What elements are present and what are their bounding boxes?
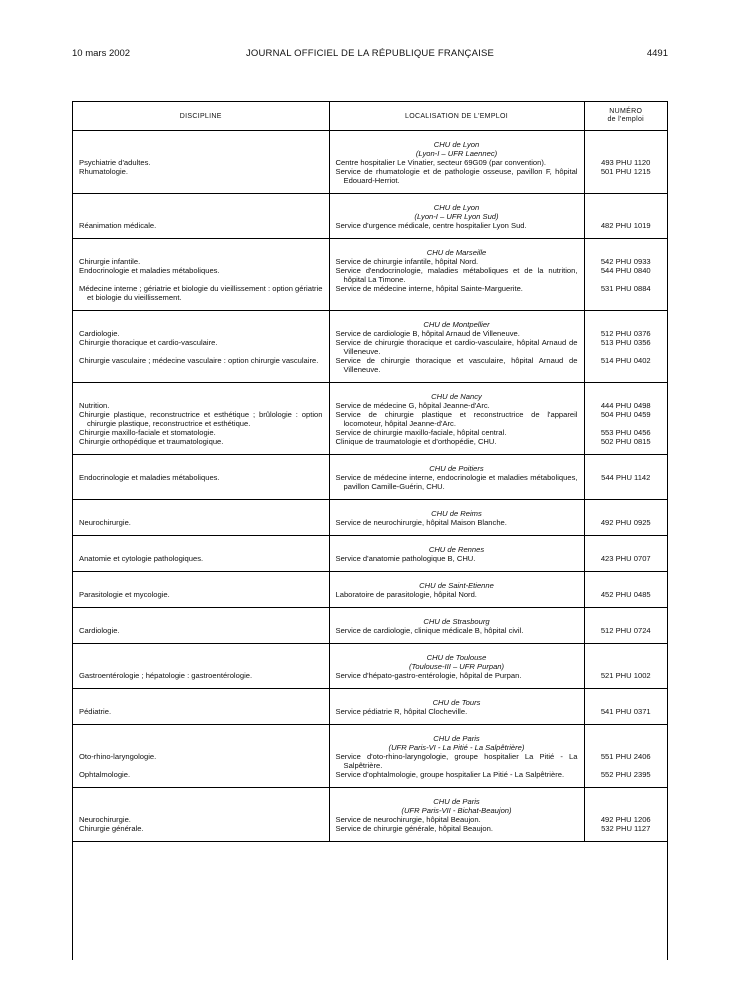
numero-cell: 501 PHU 1215 bbox=[584, 167, 667, 194]
localisation-cell: Service pédiatrie R, hôpital Clocheville. bbox=[329, 707, 584, 725]
localisation-cell: Service de rhumatologie et de pathologie osseuse, pavillon F, hôpital Edouard-Herriot. bbox=[329, 167, 584, 194]
table-row bbox=[73, 401, 667, 410]
localisation-cell: Service d'urgence médicale, centre hospitalier Lyon Sud. bbox=[329, 221, 584, 239]
table-row bbox=[73, 770, 667, 788]
issue-date: 10 mars 2002 bbox=[72, 48, 131, 59]
discipline-cell: Chirurgie thoracique et cardio-vasculaire. bbox=[79, 338, 218, 347]
discipline-cell: Nutrition. bbox=[79, 401, 110, 410]
localisation-cell: Service d'endocrinologie, maladies métaboliques et de la nutrition, hôpital La Timone. bbox=[329, 266, 584, 284]
numero-cell: 444 PHU 0498 bbox=[584, 401, 667, 410]
discipline-cell: Anatomie et cytologie pathologiques. bbox=[73, 554, 329, 572]
chu-name: CHU de Nancy bbox=[431, 392, 482, 401]
chu-name: CHU de Rennes bbox=[428, 545, 485, 554]
table-row bbox=[73, 554, 667, 572]
chu-faculty: (Lyon-I – UFR Laennec) bbox=[415, 149, 498, 158]
table-row bbox=[73, 284, 667, 311]
chu-name: CHU de Tours bbox=[432, 698, 481, 707]
localisation-cell: Service de cardiologie B, hôpital Arnaud de Villeneuve. bbox=[329, 329, 584, 338]
localisation-cell: Clinique de traumatologie et d'orthopédie, CHU. bbox=[329, 437, 584, 455]
discipline-cell: Chirurgie maxillo-faciale et stomatologie. bbox=[79, 428, 216, 437]
column-header-numero bbox=[584, 102, 667, 131]
chu-faculty: (UFR Paris-VI - La Pitié - La Salpêtrière) bbox=[388, 743, 525, 752]
localisation-cell: Service de chirurgie générale, hôpital Beaujon. bbox=[329, 824, 584, 842]
table-row bbox=[73, 707, 667, 725]
localisation-cell: Service d'anatomie pathologique B, CHU. bbox=[329, 554, 584, 572]
numero-cell: 493 PHU 1120 bbox=[584, 158, 667, 167]
table-row bbox=[73, 473, 667, 500]
localisation-cell: Service de neurochirurgie, hôpital Beaujon. bbox=[329, 815, 584, 824]
discipline-cell: Oto-rhino-laryngologie. bbox=[79, 752, 157, 761]
discipline-cell: Psychiatrie d'adultes. bbox=[79, 158, 151, 167]
localisation-cell: Laboratoire de parasitologie, hôpital Nord. bbox=[329, 590, 584, 608]
localisation-cell: Centre hospitalier Le Vinatier, secteur 69G09 (par convention). bbox=[329, 158, 584, 167]
numero-cell: 541 PHU 0371 bbox=[584, 707, 667, 725]
localisation-cell: Service d'hépato-gastro-entérologie, hôpital de Purpan. bbox=[329, 671, 584, 689]
discipline-cell: Chirurgie infantile. bbox=[79, 257, 141, 266]
numero-cell: 452 PHU 0485 bbox=[584, 590, 667, 608]
table-row bbox=[73, 221, 667, 239]
chu-name: CHU de Montpellier bbox=[423, 320, 490, 329]
discipline-cell: Chirurgie vasculaire ; médecine vasculaire : option chirurgie vasculaire. bbox=[73, 356, 329, 383]
discipline-cell: Chirurgie orthopédique et traumatologique. bbox=[73, 437, 329, 455]
table-row bbox=[73, 356, 667, 383]
discipline-cell: Pédiatrie. bbox=[73, 707, 329, 725]
numero-cell: 423 PHU 0707 bbox=[584, 554, 667, 572]
table-row bbox=[73, 437, 667, 455]
chu-group-header bbox=[73, 383, 667, 402]
discipline-cell: Rhumatologie. bbox=[73, 167, 329, 194]
table-row bbox=[73, 824, 667, 842]
chu-name: CHU de Lyon bbox=[433, 140, 480, 149]
chu-name: CHU de Paris bbox=[433, 797, 480, 806]
table-row bbox=[73, 815, 667, 824]
table-body bbox=[73, 131, 667, 842]
chu-group-header bbox=[73, 788, 667, 816]
numero-cell: 544 PHU 0840 bbox=[584, 266, 667, 284]
table-row bbox=[73, 167, 667, 194]
numero-cell: 512 PHU 0724 bbox=[584, 626, 667, 644]
numero-cell: 553 PHU 0456 bbox=[584, 428, 667, 437]
chu-name: CHU de Reims bbox=[431, 509, 482, 518]
chu-group-header bbox=[73, 536, 667, 555]
table-row bbox=[73, 338, 667, 356]
discipline-cell: Parasitologie et mycologie. bbox=[73, 590, 329, 608]
chu-group-header bbox=[73, 608, 667, 627]
numero-cell: 531 PHU 0884 bbox=[584, 284, 667, 311]
chu-group-header bbox=[73, 725, 667, 753]
chu-group-header bbox=[73, 194, 667, 222]
discipline-cell: Gastroentérologie ; hépatologie : gastroentérologie. bbox=[73, 671, 329, 689]
numero-cell: 482 PHU 1019 bbox=[584, 221, 667, 239]
localisation-cell: Service de médecine G, hôpital Jeanne-d'Arc. bbox=[329, 401, 584, 410]
table-row bbox=[73, 752, 667, 770]
chu-name: CHU de Strasbourg bbox=[423, 617, 490, 626]
localisation-cell: Service de médecine interne, hôpital Sainte-Marguerite. bbox=[329, 284, 584, 311]
table-row bbox=[73, 329, 667, 338]
positions-table bbox=[72, 101, 668, 960]
discipline-cell: Cardiologie. bbox=[79, 329, 120, 338]
numero-cell: 544 PHU 1142 bbox=[584, 473, 667, 500]
numero-cell: 551 PHU 2406 bbox=[584, 752, 667, 770]
chu-faculty: (Toulouse-III – UFR Purpan) bbox=[408, 662, 505, 671]
numero-cell: 542 PHU 0933 bbox=[584, 257, 667, 266]
discipline-cell: Endocrinologie et maladies métaboliques. bbox=[73, 473, 329, 500]
column-header-localisation: LOCALISATION DE L'EMPLOI bbox=[329, 102, 584, 131]
chu-group-header bbox=[73, 689, 667, 708]
column-header-discipline: DISCIPLINE bbox=[73, 102, 329, 131]
table-row bbox=[73, 158, 667, 167]
chu-name: CHU de Paris bbox=[433, 734, 480, 743]
table-row bbox=[73, 671, 667, 689]
table-row bbox=[73, 428, 667, 437]
discipline-cell: Chirurgie plastique, reconstructrice et esthétique ; brûlologie : option chirurgie plastique, reconstructrice et esthétique. bbox=[79, 410, 323, 428]
column-header-numero-line2: de l'emploi bbox=[607, 116, 645, 123]
table-header-row bbox=[73, 102, 667, 131]
numero-cell: 504 PHU 0459 bbox=[584, 410, 667, 428]
column-header-numero-line1: NUMÉRO bbox=[609, 108, 643, 115]
numero-cell: 512 PHU 0376 bbox=[584, 329, 667, 338]
page-header bbox=[72, 48, 668, 62]
discipline-cell: Neurochirurgie. bbox=[73, 518, 329, 536]
localisation-cell: Service de chirurgie infantile, hôpital Nord. bbox=[329, 257, 584, 266]
localisation-cell: Service de neurochirurgie, hôpital Maison Blanche. bbox=[329, 518, 584, 536]
journal-title: JOURNAL OFFICIEL DE LA RÉPUBLIQUE FRANÇAISE bbox=[245, 48, 495, 59]
chu-name: CHU de Lyon bbox=[433, 203, 480, 212]
localisation-cell: Service de médecine interne, endocrinologie et maladies métaboliques, pavillon Camille-Guérin, CHU. bbox=[329, 473, 584, 500]
discipline-cell: Endocrinologie et maladies métaboliques. bbox=[79, 266, 220, 275]
numero-cell: 552 PHU 2395 bbox=[584, 770, 667, 788]
numero-cell: 492 PHU 0925 bbox=[584, 518, 667, 536]
discipline-cell: Cardiologie. bbox=[73, 626, 329, 644]
page-number: 4491 bbox=[646, 48, 668, 59]
numero-cell: 532 PHU 1127 bbox=[584, 824, 667, 842]
numero-cell: 502 PHU 0815 bbox=[584, 437, 667, 455]
numero-cell: 521 PHU 1002 bbox=[584, 671, 667, 689]
chu-group-header bbox=[73, 455, 667, 474]
numero-cell: 514 PHU 0402 bbox=[584, 356, 667, 383]
localisation-cell: Service de chirurgie thoracique et cardio-vasculaire, hôpital Arnaud de Villeneuve. bbox=[329, 338, 584, 356]
discipline-cell: Médecine interne ; gériatrie et biologie du vieillissement : option gériatrie et biologie du vieillissement. bbox=[73, 284, 329, 311]
chu-group-header bbox=[73, 644, 667, 672]
localisation-cell: Service de chirurgie thoracique et vasculaire, hôpital Arnaud de Villeneuve. bbox=[329, 356, 584, 383]
table-row bbox=[73, 626, 667, 644]
table-row bbox=[73, 590, 667, 608]
discipline-cell: Ophtalmologie. bbox=[73, 770, 329, 788]
discipline-cell: Neurochirurgie. bbox=[79, 815, 131, 824]
numero-cell: 513 PHU 0356 bbox=[584, 338, 667, 356]
chu-name: CHU de Marseille bbox=[426, 248, 487, 257]
table-row bbox=[73, 266, 667, 284]
chu-group-header bbox=[73, 311, 667, 330]
discipline-cell: Chirurgie générale. bbox=[73, 824, 329, 842]
table-row bbox=[73, 410, 667, 428]
chu-faculty: (UFR Paris-VII - Bichat-Beaujon) bbox=[401, 806, 512, 815]
numero-cell: 492 PHU 1206 bbox=[584, 815, 667, 824]
localisation-cell: Service de chirurgie maxillo-faciale, hôpital central. bbox=[329, 428, 584, 437]
chu-group-header bbox=[73, 572, 667, 591]
table-row bbox=[73, 257, 667, 266]
discipline-cell: Réanimation médicale. bbox=[73, 221, 329, 239]
chu-faculty: (Lyon-I – UFR Lyon Sud) bbox=[414, 212, 499, 221]
chu-group-header bbox=[73, 131, 667, 159]
localisation-cell: Service d'ophtalmologie, groupe hospitalier La Pitié - La Salpêtrière. bbox=[329, 770, 584, 788]
chu-group-header bbox=[73, 500, 667, 519]
chu-group-header bbox=[73, 239, 667, 258]
chu-name: CHU de Poitiers bbox=[429, 464, 484, 473]
chu-name: CHU de Saint-Etienne bbox=[419, 581, 494, 590]
localisation-cell: Service de chirurgie plastique et reconstructrice de l'appareil locomoteur, hôpital Jeanne-d'Arc. bbox=[329, 410, 584, 428]
chu-name: CHU de Toulouse bbox=[426, 653, 487, 662]
localisation-cell: Service d'oto-rhino-laryngologie, groupe hospitalier La Pitié - La Salpêtrière. bbox=[329, 752, 584, 770]
localisation-cell: Service de cardiologie, clinique médicale B, hôpital civil. bbox=[329, 626, 584, 644]
table-row bbox=[73, 518, 667, 536]
